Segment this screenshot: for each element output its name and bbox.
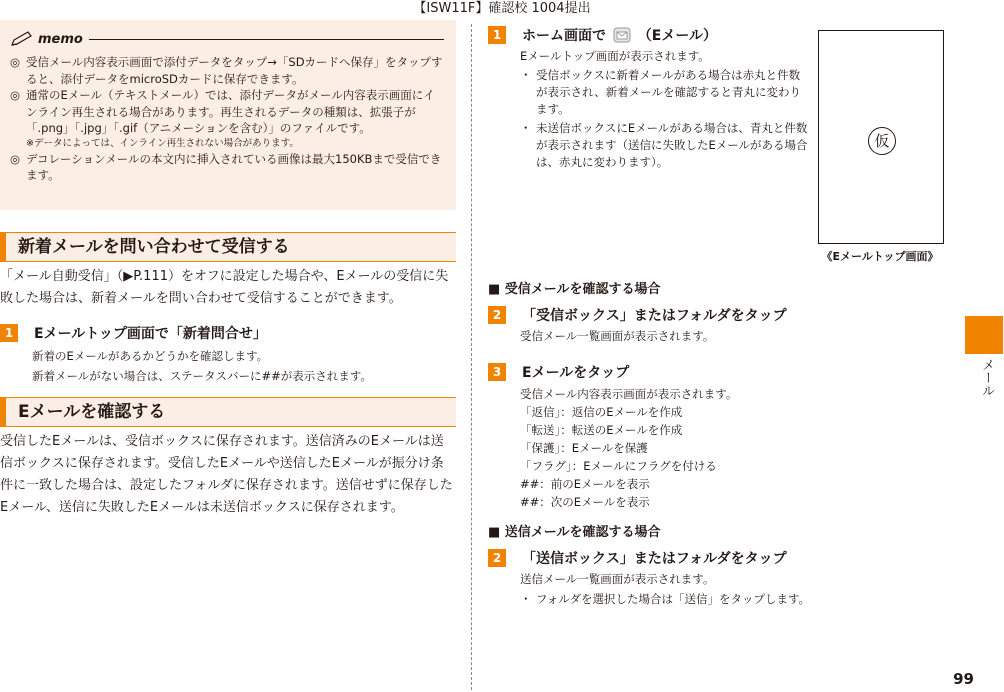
section-heading-check: Eメールを確認する [0,397,456,427]
memo-title: memo [38,31,83,47]
step-new-inquiry [0,322,456,344]
step-line: ##：次のEメールを表示 [520,495,650,509]
step-line: 新着のEメールがあるかどうかを確認します。 [32,349,269,363]
memo-item [10,87,444,137]
memo-rule [89,39,444,40]
sub-heading-received: ■ 受信メールを確認する場合 [488,282,661,297]
memo-item [10,151,444,184]
memo-item-text: 通常のEメール（テキストメール）では、添付データがメール内容表示画面にインライン再生される場合があります。再生されるデータの種類は、拡張子が「.png」「.jpg」「.gif（アニメーションを含む）」のファイルです。 [26,88,435,135]
step-line: 「返信」：返信のEメールを作成 [520,405,683,419]
chapter-tab [965,316,1003,354]
memo-item [10,54,444,87]
step-line: 送信メール一覧画面が表示されます。 [520,572,715,586]
bullet-text: 未送信ボックスにEメールがある場合は、青丸と件数が表示されます（送信に失敗したEメールがある場合は、赤丸に変わります）。 [536,121,808,169]
bullet-item [520,67,808,118]
sub-heading-sent: ■ 送信メールを確認する場合 [488,525,661,540]
pencil-icon [10,31,36,47]
bullet-item [520,591,948,608]
chapter-label: メール [979,358,994,397]
bullet-mark: ・ [520,592,532,606]
memo-box [0,20,456,210]
step-line: ##：前のEメールを表示 [520,477,650,491]
step-line: 新着メールがない場合は、ステータスバーに##が表示されます。 [32,369,372,383]
page-number: 99 [953,670,974,688]
column-divider [471,24,472,690]
bullet-mark: ・ [520,121,532,135]
step-title: 「受信ボックス」またはフォルダをタップ [522,308,787,324]
step-inbox [488,304,948,326]
bullet-mark: ・ [520,68,532,82]
step-line: 「フラグ」：Eメールにフラグを付ける [520,459,717,473]
section-check-body: 受信したEメールは、受信ボックスに保存されます。送信済みのEメールは送信ボックスに保存されます。受信したEメールや送信したEメールが振分け条件に一致した場合は、設定したフォルダに保存されます。送信せずに保存したEメール、送信に失敗したEメールは未送信ボックスに保存されます。 [0,434,453,515]
bullet-text: 受信ボックスに新着メールがある場合は赤丸と件数が表示され、新着メールを確認すると青丸に変わります。 [536,68,801,116]
step-description: 受信メール一覧画面が表示されます。 [520,329,715,343]
placeholder-mark: 仮 [868,127,896,155]
step-outbox [488,547,948,569]
step-title [522,25,717,45]
memo-bullet: ◎ [10,151,21,166]
memo-title-row [10,30,444,48]
step-line: Eメールトップ画面が表示されます。 [520,49,710,63]
section-receive-body: 「メール自動受信」（▶P.111）をオフに設定した場合や、Eメールの受信に失敗した場合は、新着メールを問い合わせて受信することができます。 [0,269,449,306]
section-heading-receive: 新着メールを問い合わせて受信する [0,232,456,262]
left-column [0,20,456,519]
step-title-pre: ホーム画面で [522,28,606,44]
right-lower [488,280,948,608]
screen-placeholder [818,30,944,244]
step-title-post: （Eメール） [637,28,718,44]
screen-caption: 《Eメールトップ画面》 [821,250,939,263]
step-description [488,48,808,171]
step-description [488,385,948,511]
email-app-icon [613,27,631,43]
memo-bullet: ◎ [10,88,21,102]
memo-note: ※データによっては、インライン再生されない場合があります。 [26,137,299,149]
step-number: 2 [488,549,506,567]
step-number: 1 [0,324,18,342]
step-line: 「転送」：転送のEメールを作成 [520,423,683,437]
document-header: 【ISW11F】確認校 1004提出 [413,1,591,16]
step-title: Eメールをタップ [522,365,630,381]
step-number: 2 [488,306,506,324]
step-title: 「送信ボックス」またはフォルダをタップ [522,551,787,567]
memo-item-text: デコレーションメールの本文内に挿入されている画像は最大150KBまで受信できます。 [26,151,442,182]
step-number: 3 [488,363,506,381]
step-tap-email [488,361,948,383]
step-number: 1 [488,26,506,44]
bullet-text: フォルダを選択した場合は「送信」をタップします。 [536,592,811,606]
memo-item-text: 受信メール内容表示画面で添付データをタップ→「SDカードへ保存」をタップすると、添付データをmicroSDカードに保存できます。 [26,55,443,86]
step-description [488,571,948,608]
step-line: 受信メール内容表示画面が表示されます。 [520,387,738,401]
step-title: Eメールトップ画面で「新着問合せ」 [34,326,267,342]
step-description [0,348,456,385]
bullet-item [520,120,808,171]
step-line: 「保護」：Eメールを保護 [520,441,648,455]
memo-bullet: ◎ [10,55,21,69]
